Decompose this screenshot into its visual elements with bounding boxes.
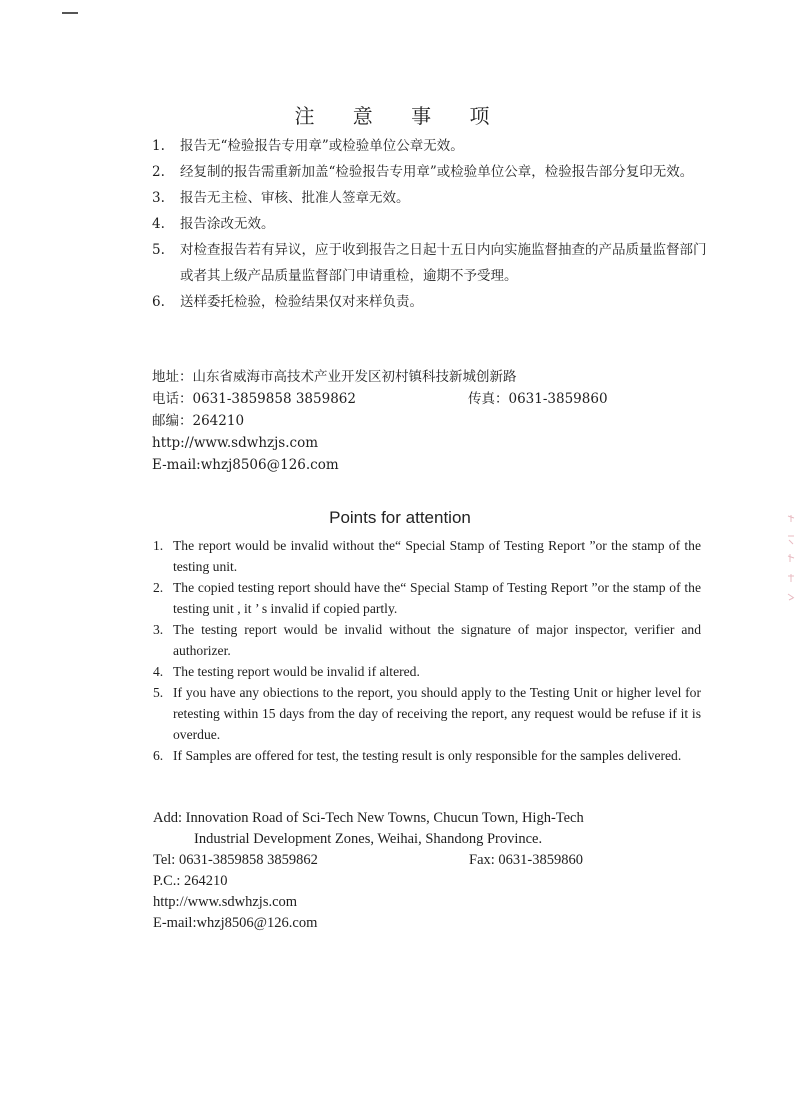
- item-text: 报告涂改无效。: [180, 216, 275, 232]
- item-number: 1.: [152, 138, 165, 154]
- cn-title: 注 意 事 项: [294, 104, 506, 128]
- list-item: [153, 535, 701, 577]
- item-text: If you have any obiections to the report, you should apply to the Testing Unit or higher level for retesting within 15 days from the day of receiving the report, any request would be refuse if it is overdue.: [173, 685, 701, 742]
- cn-phone-row: [152, 388, 608, 410]
- item-number: 1.: [153, 538, 164, 553]
- margin-stamp-mark: [786, 514, 796, 619]
- item-number: 3.: [152, 190, 165, 206]
- item-text: The testing report would be invalid if altered.: [173, 664, 420, 679]
- cn-notice-list: [152, 133, 712, 315]
- cn-address: 地址：山东省威海市高技术产业开发区初村镇科技新城创新路: [152, 369, 517, 385]
- cn-website-link[interactable]: http://www.sdwhzjs.com: [152, 435, 319, 451]
- item-text: The report would be invalid without the“ Special Stamp of Testing Report ”or the stamp of the testing unit.: [173, 538, 701, 574]
- list-item: [152, 133, 712, 159]
- item-number: 6.: [152, 294, 165, 310]
- list-item: [153, 619, 701, 661]
- item-text: 报告无主检、审核、批准人签章无效。: [180, 190, 410, 206]
- en-postcode: P.C.: 264210: [153, 873, 228, 889]
- corner-mark: [62, 12, 78, 14]
- list-item: [153, 661, 701, 682]
- en-notice-list: [153, 535, 701, 766]
- en-title: Points for attention: [329, 508, 471, 527]
- list-item: [152, 159, 712, 185]
- item-number: 5.: [153, 685, 164, 700]
- item-text: 经复制的报告需重新加盖“检验报告专用章”或检验单位公章，检验报告部分复印无效。: [180, 164, 694, 180]
- cn-fax: 传真：0631-3859860: [468, 391, 608, 407]
- item-text: 对检查报告若有异议，应于收到报告之日起十五日内向实施监督抽查的产品质量监督部门或者其上级产品质量监督部门申请重检，逾期不予受理。: [180, 242, 707, 284]
- cn-phone: 电话：0631-3859858 3859862: [152, 391, 356, 407]
- list-item: [152, 211, 712, 237]
- list-item: [152, 237, 712, 289]
- item-text: If Samples are offered for test, the testing result is only responsible for the samples delivered.: [173, 748, 682, 763]
- en-website-link[interactable]: http://www.sdwhzjs.com: [153, 894, 298, 910]
- item-number: 6.: [153, 748, 164, 763]
- list-item: [152, 185, 712, 211]
- en-email-link[interactable]: E-mail:whzj8506@126.com: [153, 915, 318, 931]
- item-text: The testing report would be invalid without the signature of major inspector, verifier and authorizer.: [173, 622, 701, 658]
- en-phone-row: [153, 850, 713, 871]
- item-number: 2.: [152, 164, 165, 180]
- list-item: [153, 745, 701, 766]
- item-text: 报告无“检验报告专用章”或检验单位公章无效。: [180, 138, 464, 154]
- item-number: 4.: [152, 216, 165, 232]
- item-text: The copied testing report should have the“ Special Stamp of Testing Report ”or the stamp of the testing unit , it ’ s invalid if copied partly.: [173, 580, 701, 616]
- item-text: 送样委托检验，检验结果仅对来样负责。: [180, 294, 423, 310]
- cn-email-link[interactable]: E-mail:whzj8506@126.com: [152, 457, 339, 473]
- list-item: [152, 289, 712, 315]
- en-contact-block: [153, 808, 713, 934]
- list-item: [153, 682, 701, 745]
- item-number: 2.: [153, 580, 164, 595]
- en-fax: Fax: 0631-3859860: [469, 852, 583, 868]
- en-phone: Tel: 0631-3859858 3859862: [153, 852, 318, 868]
- cn-contact-block: [152, 366, 608, 476]
- item-number: 3.: [153, 622, 164, 637]
- list-item: [153, 577, 701, 619]
- en-address-line-2: Industrial Development Zones, Weihai, Shandong Province.: [194, 831, 543, 847]
- en-address-line-1: Add: Innovation Road of Sci-Tech New Towns, Chucun Town, High-Tech: [153, 810, 584, 826]
- stamp-fragment-icon: [786, 514, 796, 614]
- item-number: 5.: [152, 242, 165, 258]
- item-number: 4.: [153, 664, 164, 679]
- cn-postcode: 邮编：264210: [152, 413, 245, 429]
